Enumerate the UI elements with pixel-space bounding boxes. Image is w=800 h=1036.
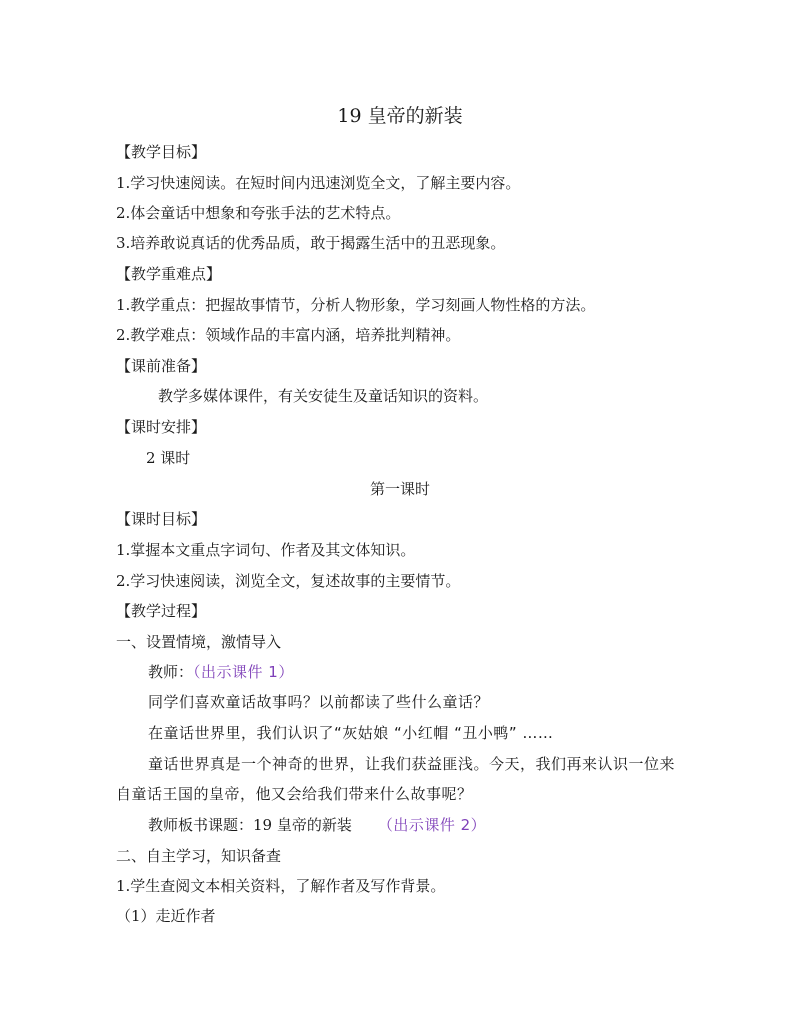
text-line: 同学们喜欢童话故事吗？以前都读了些什么童话？ [148, 693, 490, 711]
text-line: 二、自主学习，知识备查 [116, 847, 282, 865]
subsection-title: 第一课时 [369, 480, 430, 498]
section-heading: 【教学目标】 [116, 143, 207, 161]
text-line: （1）走近作者 [116, 907, 216, 925]
text-line: 一、设置情境，激情导入 [116, 633, 282, 651]
section-heading: 【课前准备】 [116, 357, 207, 375]
text-line: 在童话世界里，我们认识了“灰姑娘 “小红帽 “丑小鸭” …… [148, 724, 554, 742]
text-line: 2 课时 [146, 449, 191, 467]
text-line: 童话世界真是一个神奇的世界，让我们获益匪浅。今天，我们再来认识一位来 [148, 755, 676, 773]
text-line: 1.学习快速阅读。在短时间内迅速浏览全文，了解主要内容。 [116, 174, 521, 192]
text-line: 1.掌握本文重点字词句、作者及其文体知识。 [116, 541, 416, 559]
text-line: 1.教学重点：把握故事情节，分析人物形象，学习刻画人物性格的方法。 [116, 296, 596, 314]
page-title: 19 皇帝的新装 [337, 105, 463, 127]
section-heading: 【课时目标】 [116, 510, 207, 528]
text-line: 2.体会童话中想象和夸张手法的艺术特点。 [116, 204, 401, 222]
section-heading: 【教学重难点】 [116, 265, 222, 283]
courseware-note: （出示课件 2） [377, 816, 487, 834]
text-line [148, 662, 294, 682]
section-heading: 【教学过程】 [116, 602, 207, 620]
text-line: 教学多媒体课件，有关安徒生及童话知识的资料。 [158, 387, 489, 405]
text-line: 自童话王国的皇帝，他又会给我们带来什么故事呢？ [116, 785, 473, 803]
text-line: 2.教学难点：领域作品的丰富内涵，培养批判精神。 [116, 326, 461, 344]
text-line: 2.学习快速阅读，浏览全文，复述故事的主要情节。 [116, 572, 461, 590]
text-line [148, 815, 486, 835]
courseware-note: （出示课件 1） [193, 663, 294, 681]
board-title: 教师板书课题：19 皇帝的新装 [148, 816, 352, 834]
teacher-label: 教师： [148, 663, 194, 681]
text-line: 1.学生查阅文本相关资料，了解作者及写作背景。 [116, 877, 446, 895]
section-heading: 【课时安排】 [116, 418, 207, 436]
text-line: 3.培养敢说真话的优秀品质，敢于揭露生活中的丑恶现象。 [116, 234, 506, 252]
